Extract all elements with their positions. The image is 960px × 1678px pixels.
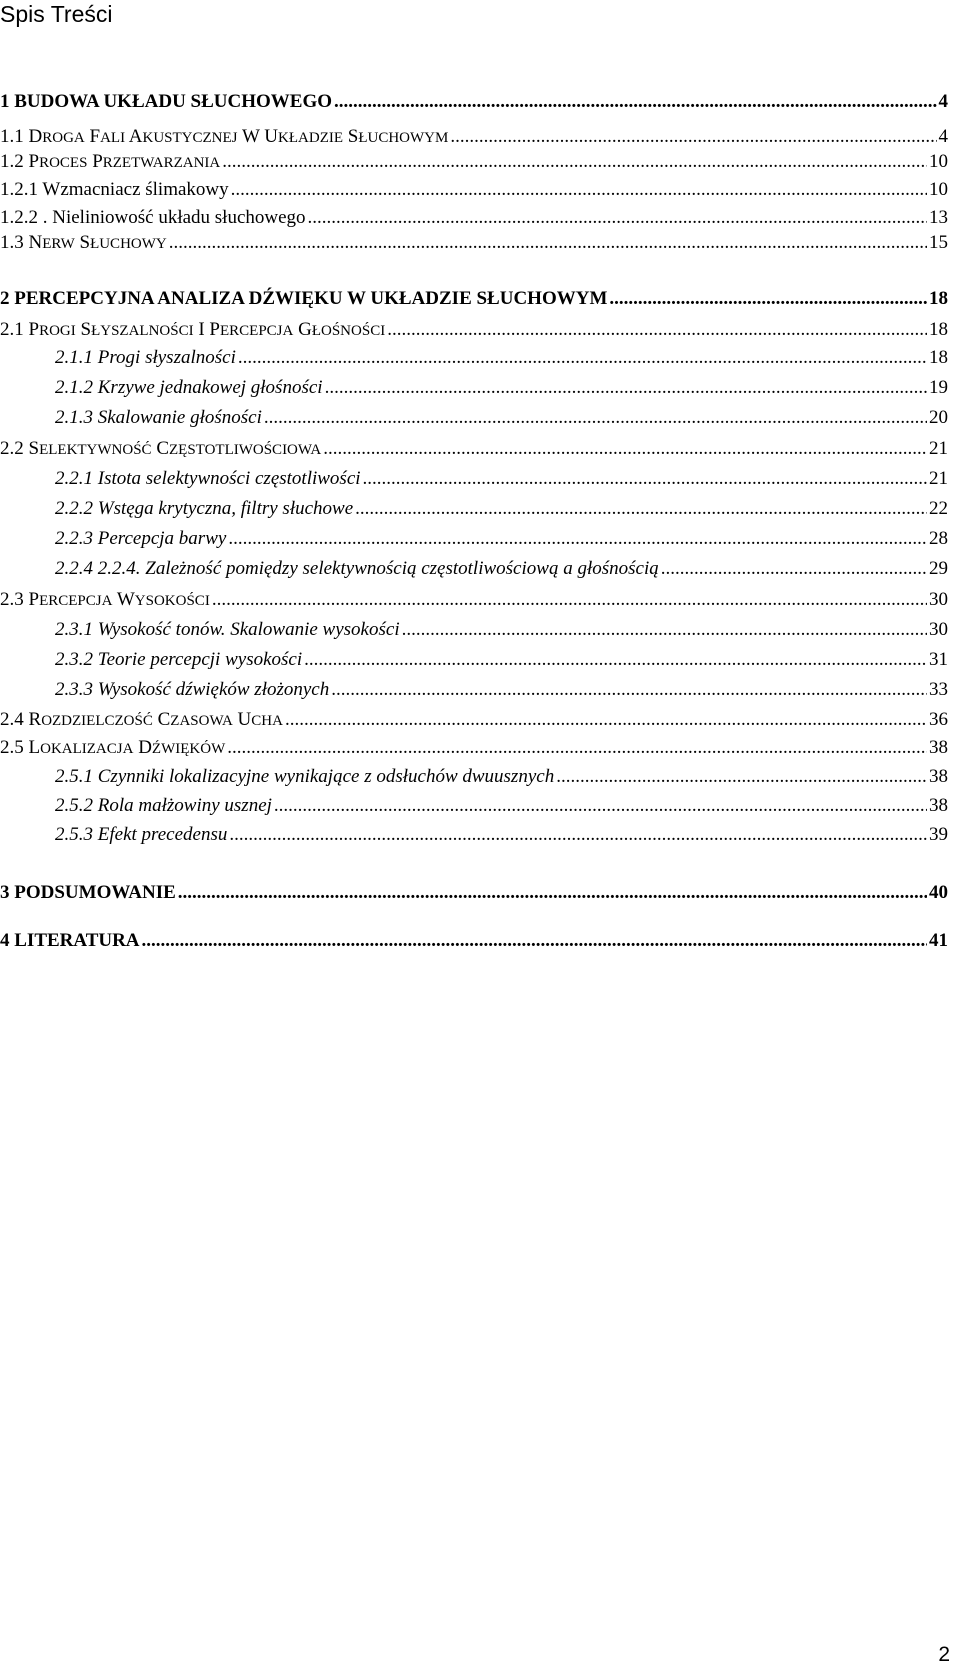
dot-leader	[450, 125, 936, 149]
toc-entry[interactable]	[0, 287, 948, 311]
toc-entry-text: 1.2.1 Wzmacniacz ślimakowy	[0, 179, 229, 200]
dot-leader	[229, 823, 927, 847]
toc-entry[interactable]	[0, 437, 948, 462]
toc-entry-text: 4 LITERATURA	[0, 930, 140, 951]
toc-entry-text: 2.3 PERCEPCJA WYSOKOŚCI	[0, 589, 210, 610]
toc-entry-text: 2.3.1 Wysokość tonów. Skalowanie wysokości	[55, 619, 400, 640]
dot-leader	[609, 287, 927, 311]
toc-entry-page: 30	[929, 619, 948, 640]
toc-entry[interactable]	[55, 527, 948, 551]
dot-leader	[238, 346, 927, 370]
dot-leader	[231, 178, 927, 202]
toc-entry-page: 13	[929, 207, 948, 228]
toc-entry-text: 2.1 PROGI SŁYSZALNOŚCI I PERCEPCJA GŁOŚNOŚCI	[0, 319, 386, 340]
toc-entry-page: 29	[929, 558, 948, 579]
toc-entry-page: 18	[929, 288, 948, 309]
toc-entry[interactable]	[0, 881, 948, 905]
toc-entry[interactable]	[55, 618, 948, 642]
dot-leader	[228, 527, 927, 551]
toc-entry-text: 2.1.3 Skalowanie głośności	[55, 407, 262, 428]
toc-entry-text: 3 PODSUMOWANIE	[0, 882, 176, 903]
toc-entry-page: 38	[929, 766, 948, 787]
toc-entry[interactable]	[0, 90, 948, 114]
toc-entry-page: 38	[929, 737, 948, 758]
toc-entry-text: 2.5.3 Efekt precedensu	[55, 824, 228, 845]
toc-entry-text: 2.2.3 Percepcja barwy	[55, 528, 227, 549]
toc-entry[interactable]	[55, 467, 948, 491]
toc-entry[interactable]	[0, 125, 948, 150]
dot-leader	[227, 736, 927, 760]
toc-entry[interactable]	[55, 497, 948, 521]
toc-entry-text: 2.5.2 Rola małżowiny usznej	[55, 795, 272, 816]
page-number: 2	[938, 1643, 950, 1666]
dot-leader	[387, 318, 927, 342]
dot-leader	[355, 497, 927, 521]
toc-entry[interactable]	[0, 736, 948, 761]
toc-entry[interactable]	[0, 318, 948, 343]
toc-entry-page: 18	[929, 347, 948, 368]
toc-entry-text: 1 BUDOWA UKŁADU SŁUCHOWEGO	[0, 91, 333, 112]
toc-entry[interactable]	[55, 648, 948, 672]
toc-entry[interactable]	[55, 557, 948, 581]
toc-entry-text: 1.1 DROGA FALI AKUSTYCZNEJ W UKŁADZIE SŁUCHOWYM	[0, 126, 449, 147]
toc-entry-text: 2.2.2 Wstęga krytyczna, filtry słuchowe	[55, 498, 354, 519]
toc-entry-text: 2.3.3 Wysokość dźwięków złożonych	[55, 679, 330, 700]
toc-entry-page: 4	[938, 126, 948, 147]
toc-entry-text: 2.1.1 Progi słyszalności	[55, 347, 236, 368]
toc-entry-text: 2.3.2 Teorie percepcji wysokości	[55, 649, 303, 670]
dot-leader	[285, 708, 927, 732]
toc-entry[interactable]	[55, 346, 948, 370]
toc-entry-page: 20	[929, 407, 948, 428]
dot-leader	[308, 206, 927, 230]
page-title: Spis Treści	[0, 1, 113, 27]
toc-entry-page: 30	[929, 589, 948, 610]
toc-entry-page: 21	[929, 438, 948, 459]
toc-entry-page: 22	[929, 498, 948, 519]
toc-entry[interactable]	[0, 588, 948, 613]
toc-entry-text: 1.2.2 . Nieliniowość układu słuchowego	[0, 207, 306, 228]
dot-leader	[325, 376, 927, 400]
toc-entry-page: 10	[929, 179, 948, 200]
dot-leader	[169, 231, 927, 255]
toc-entry[interactable]	[55, 376, 948, 400]
toc-entry[interactable]	[0, 708, 948, 733]
dot-leader	[274, 794, 927, 818]
toc-entry-text: 2.1.2 Krzywe jednakowej głośności	[55, 377, 323, 398]
toc-entry-page: 18	[929, 319, 948, 340]
dot-leader	[334, 90, 936, 114]
toc-entry[interactable]	[55, 765, 948, 789]
toc-entry-text: 2 PERCEPCYJNA ANALIZA DŹWIĘKU W UKŁADZIE SŁUCHOWYM	[0, 288, 608, 309]
dot-leader	[331, 678, 927, 702]
toc-entry-page: 36	[929, 709, 948, 730]
dot-leader	[178, 881, 927, 905]
toc-entry-page: 28	[929, 528, 948, 549]
toc-entry[interactable]	[55, 823, 948, 847]
dot-leader	[661, 557, 927, 581]
toc-entry-page: 4	[938, 91, 948, 112]
toc-entry-page: 39	[929, 824, 948, 845]
toc-entry-page: 40	[929, 882, 948, 903]
toc-entry-text: 2.5.1 Czynniki lokalizacyjne wynikające z odsłuchów dwuusznych	[55, 766, 555, 787]
toc-entry-page: 10	[929, 151, 948, 172]
dot-leader	[363, 467, 927, 491]
toc-entry[interactable]	[0, 206, 948, 230]
toc-entry-text: 2.2.1 Istota selektywności częstotliwości	[55, 468, 361, 489]
toc-entry-text: 2.5 LOKALIZACJA DŹWIĘKÓW	[0, 737, 226, 758]
dot-leader	[264, 406, 927, 430]
dot-leader	[556, 765, 927, 789]
dot-leader	[222, 150, 927, 174]
toc-entry[interactable]	[55, 794, 948, 818]
toc-entry-page: 15	[929, 232, 948, 253]
toc-entry-page: 31	[929, 649, 948, 670]
dot-leader	[402, 618, 927, 642]
toc-entry-page: 33	[929, 679, 948, 700]
toc-entry-page: 19	[929, 377, 948, 398]
dot-leader	[323, 437, 927, 461]
toc-entry-page: 41	[929, 930, 948, 951]
toc-entry-page: 21	[929, 468, 948, 489]
toc-entry-page: 38	[929, 795, 948, 816]
toc-entry[interactable]	[0, 231, 948, 256]
toc-entry-text: 2.4 ROZDZIELCZOŚĆ CZASOWA UCHA	[0, 709, 283, 730]
dot-leader	[304, 648, 927, 672]
toc-entry[interactable]	[0, 929, 948, 953]
toc-entry-text: 2.2.4 2.2.4. Zależność pomiędzy selektywnością częstotliwościową a głośnością	[55, 558, 659, 579]
toc-entry-text: 1.2 PROCES PRZETWARZANIA	[0, 151, 221, 172]
toc-entry[interactable]	[55, 678, 948, 702]
toc-entry[interactable]	[0, 178, 948, 202]
dot-leader	[142, 929, 927, 953]
toc-entry-text: 1.3 NERW SŁUCHOWY	[0, 232, 167, 253]
toc-entry-text: 2.2 SELEKTYWNOŚĆ CZĘSTOTLIWOŚCIOWA	[0, 438, 322, 459]
dot-leader	[212, 588, 927, 612]
toc-entry[interactable]	[55, 406, 948, 430]
toc-entry[interactable]	[0, 150, 948, 175]
